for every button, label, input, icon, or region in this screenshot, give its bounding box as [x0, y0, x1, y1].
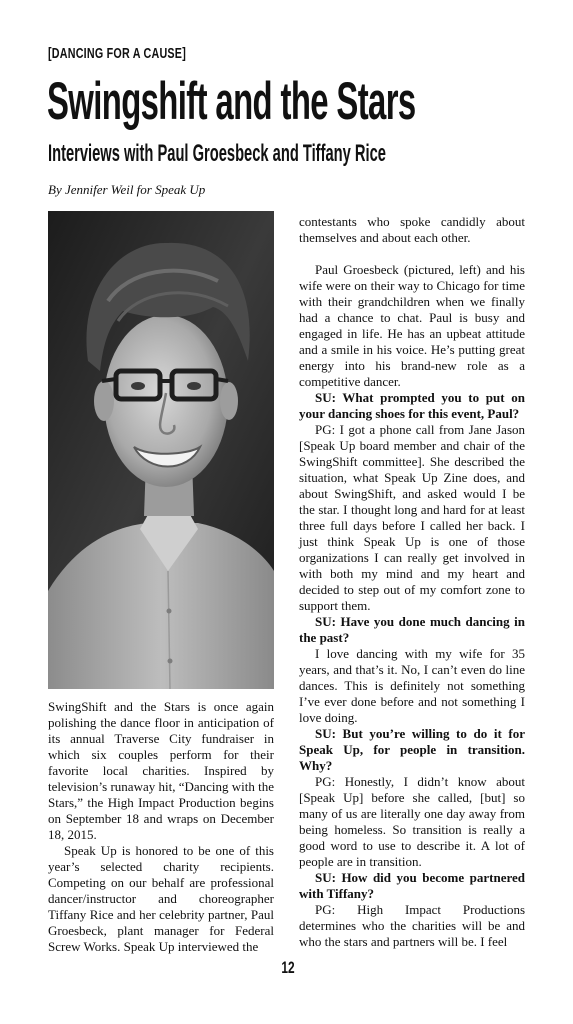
- interview-question: SU: Have you done much dancing in the past?: [299, 614, 525, 645]
- interview-answer: I love dancing with my wife for 35 years, and that’s it. No, I can’t even do line dances. This is definitely not something I’ve ever done before and not something I love doing.: [299, 646, 525, 725]
- left-column: [48, 699, 274, 955]
- interview-answer: PG: I got a phone call from Jane Jason [Speak Up board member and chair of the SwingShift committee]. She described the situation, what Speak Up Zine does, and about SwingShift, and asked would I be the star. I thought long and hard for at least three full days before I called her back. I just think Speak Up is one of those organizations I can really get involved in with both my mind and my heart and decided to step out of my comfort zone to support them.: [299, 422, 525, 613]
- article-title: Swingshift and the Stars: [47, 72, 416, 131]
- interview-question: SU: But you’re willing to do it for Speak Up, for people in transition. Why?: [299, 726, 525, 773]
- body-paragraph: SwingShift and the Stars is once again polishing the dance floor in anticipation of its annual Traverse City fundraiser in which six couples perform for their favorite local charities. Inspired by television’s runaway hit, “Dancing with the Stars,” the High Impact Production begins on September 18 and wraps on December 18, 2015.: [48, 699, 275, 842]
- interview-question: SU: How did you become partnered with Tiffany?: [299, 870, 525, 901]
- portrait-photo: [48, 211, 274, 689]
- right-column: [299, 214, 525, 950]
- body-paragraph: Paul Groesbeck (pictured, left) and his wife were on their way to Chicago for time with their grandchildren when we finally had a chance to chat. Paul is busy and engaged in life. He has an upbeat attitude and a smile in his voice. He’s putting great energy into his brand-new role as a competitive dancer.: [299, 262, 525, 389]
- body-paragraph: Speak Up is honored to be one of this year’s selected charity recipients. Competing on our behalf are professional dancer/instructor and choreographer Tiffany Rice and her celebrity partner, Paul Groesbeck, plant manager for Federal Screw Works. Speak Up interviewed the: [48, 843, 274, 954]
- interview-answer: PG: High Impact Productions determines who the charities will be and who the stars and partners will be. I feel: [299, 902, 525, 949]
- article-byline: By Jennifer Weil for Speak Up: [48, 182, 206, 197]
- section-kicker: [DANCING FOR A CAUSE]: [48, 46, 186, 62]
- article-subtitle: Interviews with Paul Groesbeck and Tiffany Rice: [48, 140, 386, 167]
- body-paragraph: contestants who spoke candidly about themselves and about each other.: [299, 214, 525, 245]
- interview-answer: PG: Honestly, I didn’t know about [Speak Up] before she called, [but] so many of us are literally one day away from being homeless. So transition is really a good word to use to describe it. A lot of people are in transition.: [299, 774, 525, 869]
- interview-question: SU: What prompted you to put on your dancing shoes for this event, Paul?: [299, 390, 525, 421]
- page-number: 12: [281, 958, 295, 977]
